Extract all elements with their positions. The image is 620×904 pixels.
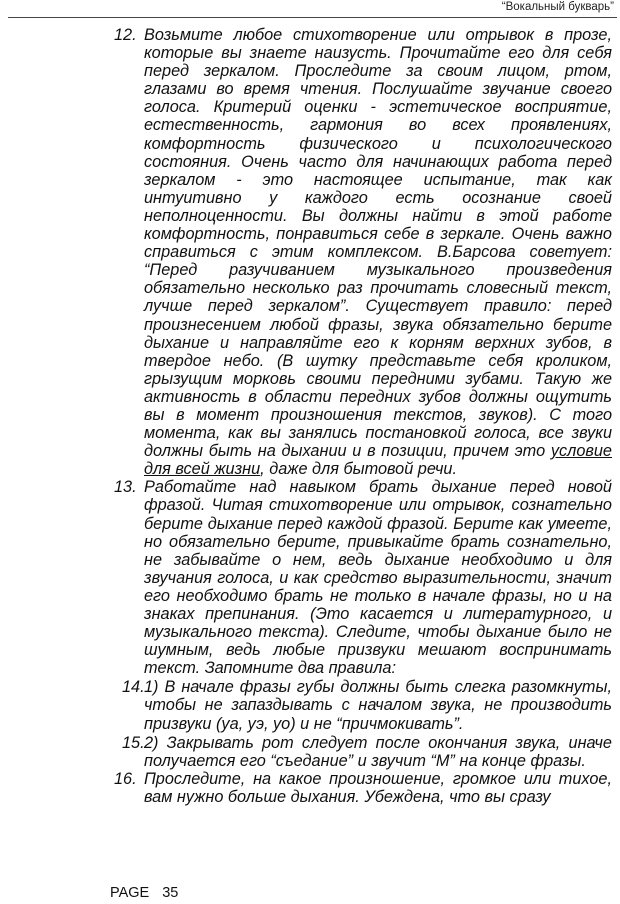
page-footer bbox=[110, 885, 178, 901]
item-number: 14. bbox=[122, 678, 145, 697]
list-item-12 bbox=[0, 26, 620, 478]
item-text: 1) В начале фразы губы должны быть слегка разомкнуты, чтобы не запаздывать с началом звука, не производить призвуки (уа, уэ, уо) и не “причмокивать”. bbox=[144, 678, 612, 733]
item-text-end: , даже для бытовой речи. bbox=[260, 460, 457, 479]
list-item-14 bbox=[0, 678, 620, 732]
item-text: Возьмите любое стихотворение или отрывок в прозе, которые вы знаете наизусть. Прочитайте его для себя перед зеркалом. Проследите за своим лицом, ртом, глазами во время чтения. Послушайте звучание своего голоса. Критерий оценки - эстетическое восприятие, естественность, гармония во всех проявлениях, комфортность физического и психологического состояния. Очень часто для начинающих работа перед зеркалом - это настоящее испытание, так как интуитивно у каждого есть осознание своей неполноценности. Вы должны найти в этой работе комфортность, понравиться себе в зеркале. Очень важно справиться с этим комплексом. В.Барсова советует: “Перед разучиванием музыкального произведения обязательно несколько раз прочитать словесный текст, лучше перед зеркалом”. Существует правило: перед произнесением любой фразы, звука обязательно берите дыхание и направляйте его к корням верхних зубов, в твердое небо. (В шутку представьте себя кроликом, грызущим морковь своими передними зубами. Такую же активность в области передних зубов должны ощутить вы в момент произношения текстов, звуков). С того момента, как вы занялись постановкой голоса, все звуки должны быть на дыхании и в позиции, причем это bbox=[144, 26, 612, 461]
item-number: 15. bbox=[122, 733, 145, 752]
list-item-15 bbox=[0, 734, 620, 770]
page-body bbox=[0, 26, 620, 806]
list-item-16 bbox=[0, 770, 620, 806]
underlined-phrase: условие для всей жизни bbox=[144, 442, 612, 479]
header-divider bbox=[8, 17, 617, 18]
item-number: 13. bbox=[114, 478, 137, 497]
item-number: 16. bbox=[114, 769, 137, 788]
running-header: “Вокальный букварь” bbox=[501, 1, 614, 13]
list-item-13 bbox=[0, 478, 620, 677]
item-number: 12. bbox=[114, 26, 137, 44]
page-label: PAGE bbox=[110, 885, 150, 901]
item-text: Проследите, на какое произношение, громкое или тихое, вам нужно больше дыхания. Убеждена, что вы сразу bbox=[144, 769, 612, 806]
item-text: Работайте над навыком брать дыхание перед новой фразой. Читая стихотворение или отрывок, сознательно берите дыхание перед каждой фразой. Берите как умеете, но обязательно берите, привыкайте брать сознательно, не забывайте о нем, ведь дыхание необходимо и для звучания голоса, и как средство выразительности, значит его необходимо брать не только в начале фразы, но и на знаках препинания. (Это касается и литературного, и музыкального текста). Следите, чтобы дыхание было не шумным, ведь любые призвуки мешают воспринимать текст. Запомните два правила: bbox=[144, 478, 612, 678]
page-number: 35 bbox=[162, 885, 179, 901]
item-text: 2) Закрывать рот следует после окончания звука, иначе получается его “съедание” и звучит “М” на конце фразы. bbox=[144, 733, 612, 770]
